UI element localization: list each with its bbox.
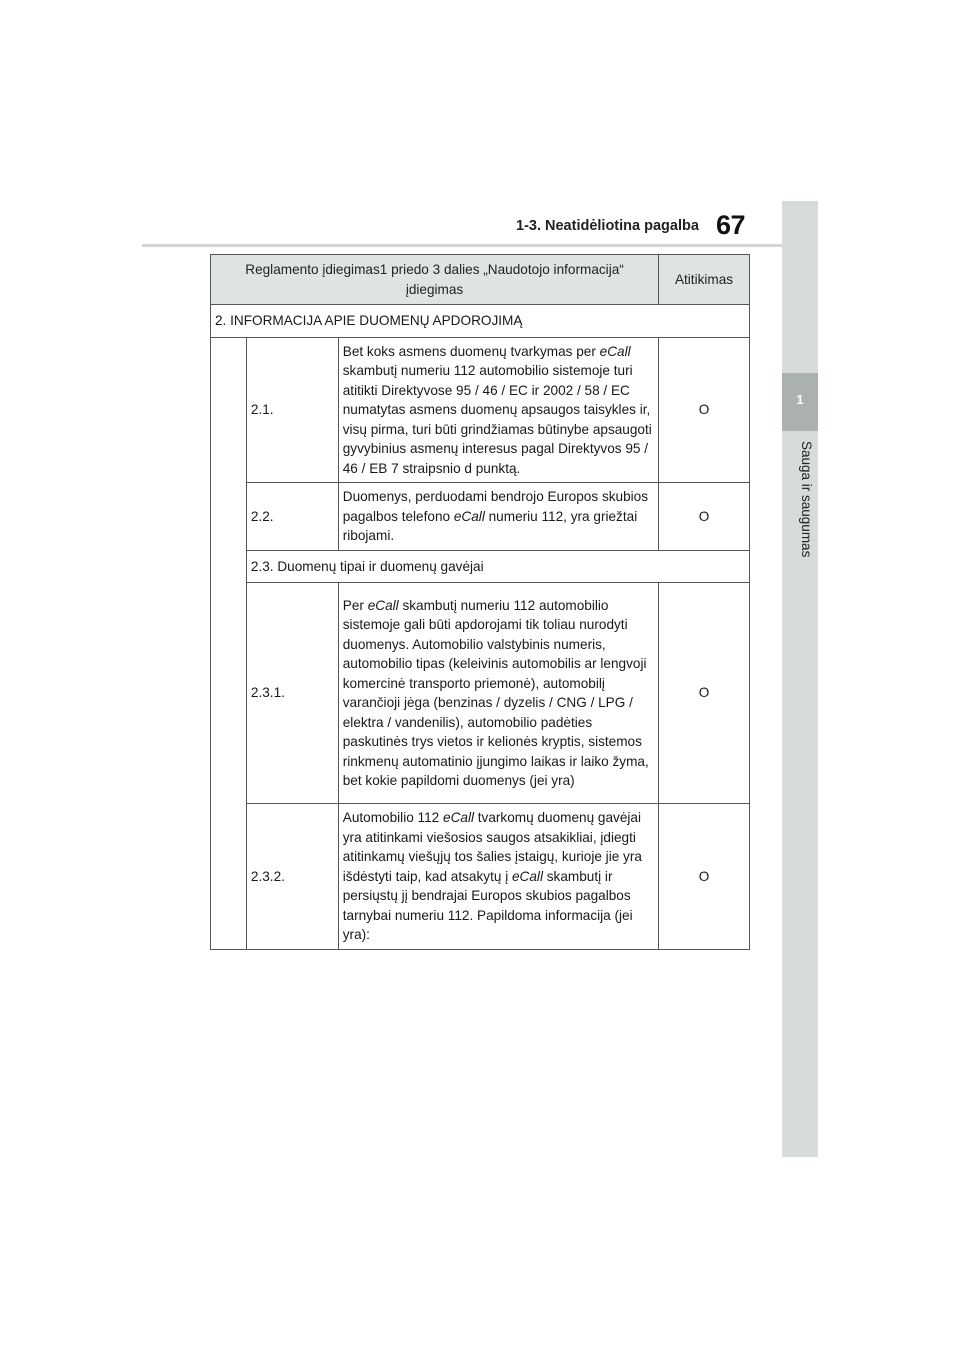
- subsection-title-cell: 2.3. Duomenų tipai ir duomenų gavėjai: [246, 550, 749, 583]
- chapter-label: Sauga ir saugumas: [799, 441, 814, 558]
- row-description: Per eCall skambutį numeriu 112 automobilio sistemoje gali būti apdorojami tik toliau nurodyti duomenys. Automobilio valstybinis numeris, automobilio tipas (keleivinis automobilis ar lengvoji komercinė transporto priemonė), automobilį varančioji jėga (benzinas / dyzelis / CNG / LPG / elektra / vandenilis), automobilio padėties paskutinės trys vietos ir kelionės kryptis, sistemos rinkmenų automatinio įjungimo laikas ir laiko žyma, bet kokie papildomi duomenys (jei yra): [338, 583, 658, 804]
- row-description: Automobilio 112 eCall tvarkomų duomenų gavėjai yra atitinkami viešosios saugos atsakikliai, įdiegti atitinkamų viešųjų tos šalies įstaigų, kurioje jie yra išdėstyti taip, kad atsakytų į eCall skambutį ir persiųstų jį bendrajai Europos skubios pagalbos tarnybai numeriu 112. Papildoma informacija (jei yra):: [338, 804, 658, 950]
- row-status: O: [659, 483, 750, 551]
- table-row: [211, 337, 750, 483]
- table-row: [211, 583, 750, 804]
- row-number: 2.2.: [246, 483, 338, 551]
- header-description: Reglamento įdiegimas1 priedo 3 dalies „Naudotojo informacija“ įdiegimas: [211, 255, 659, 305]
- indent-cell: [211, 337, 247, 949]
- subsection-title-row: [211, 550, 750, 583]
- table-header-row: [211, 255, 750, 305]
- row-status: O: [659, 583, 750, 804]
- header-status: Atitikimas: [659, 255, 750, 305]
- table-row: [211, 483, 750, 551]
- section-title: 1-3. Neatidėliotina pagalba: [516, 218, 699, 234]
- row-number: 2.1.: [246, 337, 338, 483]
- row-number: 2.3.1.: [246, 583, 338, 804]
- chapter-number: 1: [796, 392, 804, 407]
- section-title-row: [211, 305, 750, 338]
- row-status: O: [659, 337, 750, 483]
- page-number: 67: [716, 210, 746, 240]
- table-row: [211, 804, 750, 950]
- section-title-cell: 2. INFORMACIJA APIE DUOMENŲ APDOROJIMĄ: [211, 305, 750, 338]
- row-status: O: [659, 804, 750, 950]
- row-description: Duomenys, perduodami bendrojo Europos skubios pagalbos telefono eCall numeriu 112, yra griežtai ribojami.: [338, 483, 658, 551]
- header-divider: [142, 244, 782, 247]
- row-description: Bet koks asmens duomenų tvarkymas per eCall skambutį numeriu 112 automobilio sistemoje turi atitikti Direktyvose 95 / 46 / EC ir 2002 / 58 / EC numatytas asmens duomenų apsaugos taisykles ir, visų pirma, turi būti grindžiamas būtinybe apsaugoti gyvybinius asmenų interesus pagal Direktyvos 95 / 46 / EB 7 straipsnio d punktą.: [338, 337, 658, 483]
- compliance-table: [210, 254, 750, 950]
- chapter-side-tab: [782, 201, 818, 1157]
- row-number: 2.3.2.: [246, 804, 338, 950]
